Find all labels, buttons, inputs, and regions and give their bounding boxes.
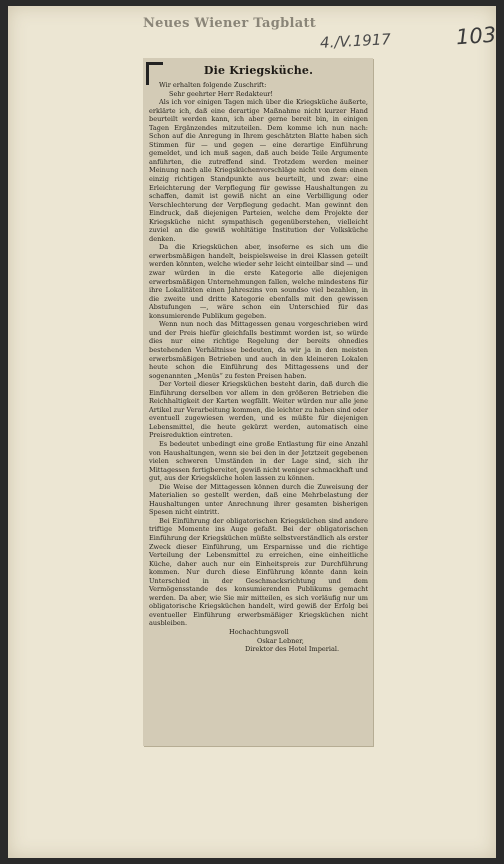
newspaper-stamp: Neues Wiener Tagblatt bbox=[143, 16, 317, 31]
archive-sheet bbox=[8, 6, 496, 858]
article-paragraph: Bei Einführung der obligatorischen Kriegsküchen sind andere triftige Momente ins Auge gefaßt. Bei der obligatorischen Einführung der Kriegsküchen müßte selbstverständlich als erster Zweck dieser Einführung, um Ersparnisse und die richtige Verteilung der Lebensmittel zu erreichen, eine einheitliche Küche, daher auch nur ein Einheitspreis zur Durchführung kommen. Nur durch diese Einführung könnte dann kein Unterschied in der Geschmacksrichtung und dem Vermögensstande des konsumierenden Publikums gemacht werden. Da aber, wie Sie mir mitteilen, es sich vorläufig nur um obligatorische Kriegsküchen handelt, wird gewiß der Erfolg bei eventueller Einführung erwerbsmäßiger Kriegsküchen nicht ausbleiben. bbox=[149, 516, 368, 628]
article-salutation: Sehr geehrter Herr Redakteur! bbox=[169, 89, 274, 98]
article-signature-title: Direktor des Hotel Imperial. bbox=[245, 645, 340, 654]
article-title: Die Kriegsküche. bbox=[203, 64, 314, 77]
article-paragraph: Da die Kriegsküchen aber, insoferne es sich um die erwerbsmäßigen handelt, beispielsweise in drei Klassen geteilt werden könnten, welche wieder sehr leicht einteilbar sind — und zwar würden in die erste Kategorie alle diejenigen erwerbsmäßigen Unternehmungen fallen, welche mindestens für ihre Lokalitäten einen Jahreszins von soundso viel bezahlen, in die zweite und dritte Kategorie ebenfalls mit den gewissen Abstufungen —, wäre schon ein Unterschied für das konsumierende Publikum gegeben. bbox=[149, 243, 368, 320]
newspaper-clipping bbox=[143, 58, 373, 746]
article-signature: Oskar Lebner, bbox=[257, 636, 304, 645]
archive-number: 103 bbox=[455, 22, 497, 50]
article-paragraph: Der Vorteil dieser Kriegsküchen besteht darin, daß durch die Einführung derselben vor allem in den größeren Betrieben die Reichhaltigkeit der Karten wegfällt. Weiter würden nur alle jene Artikel zur Verarbeitung kommen, die leichter zu haben sind oder eventuell zugewiesen werden, und es müßte für diejenigen Lebensmittel, die heute gekürzt werden, automatisch eine Preisreduktion eintreten. bbox=[149, 380, 368, 440]
article-paragraph: Wenn nun noch das Mittagessen genau vorgeschrieben wird und der Preis hiefür gleichfalls bestimmt worden ist, so würde dies nur eine richtige Regelung der bereits ohnedies bestehenden Verhältnisse bedeuten, da wir ja in den meisten erwerbsmäßigen Betrieben und auch in den kleineren Lokalen heute schon die Einführung des Mittagessens und der sogenannten „Menüs“ zu festen Preisen haben. bbox=[149, 320, 368, 380]
article-paragraph: Als ich vor einigen Tagen mich über die Kriegsküche äußerte, erklärte ich, daß eine derartige Maßnahme nicht kurzer Hand beurteilt werden kann, ich aber gerne bereit bin, in einigen Tagen Ergänzendes mitzuteilen. Dem komme ich nun nach: Schon auf die Anregung in Ihrem geschätzten Blatte haben sich Stimmen für — und gegen — eine derartige Einführung gemeldet, und ich muß sagen, daß auch beide Teile Argumente anführten, die zutreffend sind. Trotzdem werden meiner Meinung nach alle Kriegsküchenvorschläge nicht von dem einen einzig richtigen Standpunkte aus beurteilt, und zwar: eine Erleichterung der Verpflegung für gewisse Haushaltungen zu schaffen, damit ist gewiß nicht an eine Verbilligung oder Verschlechterung der Verpflegung gedacht. Man gewinnt den Eindruck, daß diejenigen Parteien, welche dem Projekte der Kriegsküche nicht sympathisch gegenüberstehen, vielleicht zuviel an die gewiß wohltätige Institution der Volksküche denken. bbox=[149, 98, 368, 243]
article-paragraph: Es bedeutet unbedingt eine große Entlastung für eine Anzahl von Haushaltungen, wenn sie bei den in der Jetztzeit gegebenen vielen schweren Umständen in der Lage sind, sich ihr Mittagessen fertigbereitet, gewiß nicht weniger schmackhaft und gut, aus der Kriegsküche holen lassen zu können. bbox=[149, 439, 368, 483]
article-closing: Hochachtungsvoll bbox=[229, 628, 289, 636]
article-paragraph: Die Weise der Mittagessen können durch die Zuweisung der Materialien so gestellt werden, daß eine Mehrbelastung der Haushaltungen unter Anrechnung ihrer gesamten bisherigen Spesen nicht eintritt. bbox=[149, 482, 368, 517]
handwritten-date: 4./V.1917 bbox=[319, 30, 392, 52]
corner-mark-icon bbox=[146, 62, 163, 85]
article-body bbox=[149, 81, 368, 654]
article-intro: Wir erhalten folgende Zuschrift: bbox=[159, 81, 267, 89]
